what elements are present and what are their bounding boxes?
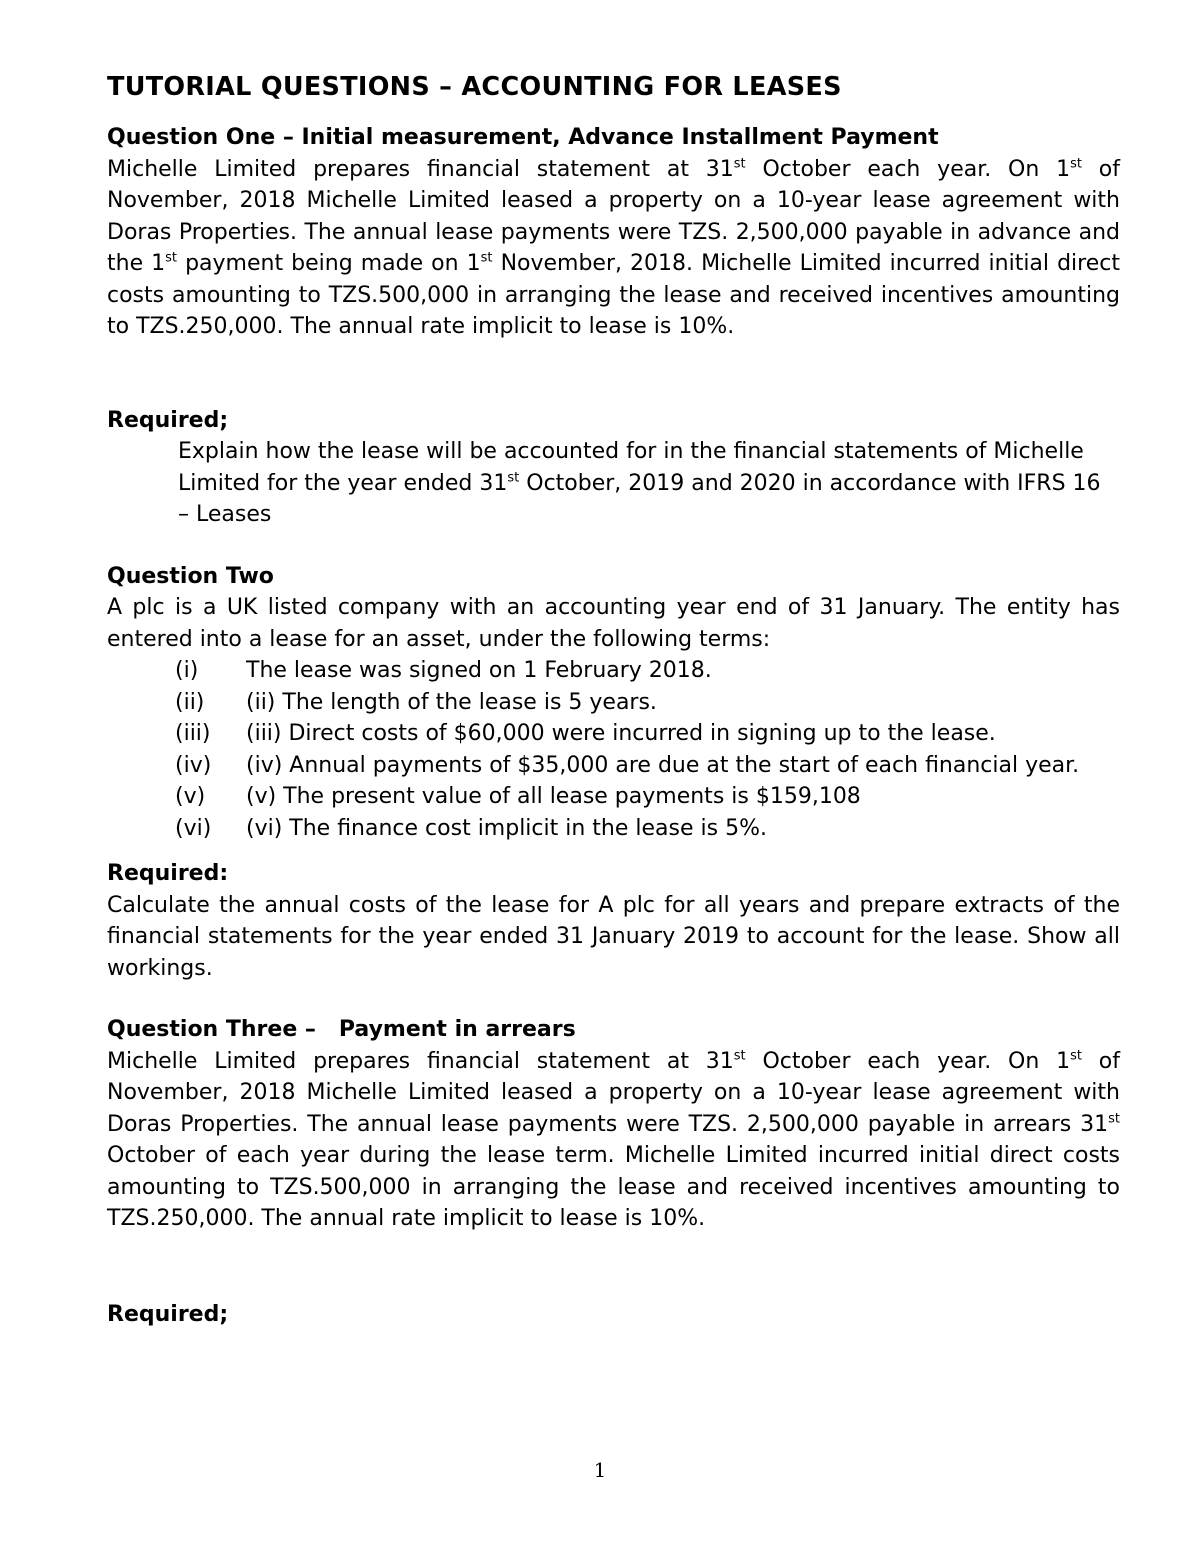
q3-sup: st (1108, 1111, 1120, 1127)
question-two-required-label: Required: (107, 861, 229, 886)
page-number: 1 (593, 1458, 607, 1482)
question-one-required-text (178, 436, 1118, 531)
question-three-text (107, 1046, 1120, 1235)
q1-text-part: Michelle Limited prepares financial statement at 31 (107, 156, 734, 182)
q1-text-part: October each year. On 1 (745, 156, 1071, 182)
document-page (107, 70, 1120, 1330)
question-two-heading: Question Two (107, 563, 274, 589)
list-item-text: (iv) Annual payments of $35,000 are due at the start of each financial year. (246, 752, 1080, 778)
list-item-text: (vi) The finance cost implicit in the lease is 5%. (246, 815, 767, 841)
list-item-text: (ii) The length of the lease is 5 years. (246, 689, 657, 715)
q1-req-part: October, 2019 and 2020 in accordance with IFRS 16 – Leases (178, 470, 1101, 527)
list-item-text: (v) The present value of all lease payments is $159,108 (246, 784, 861, 809)
q1-text-part: payment being made on 1 (177, 251, 481, 276)
list-item (107, 750, 1120, 782)
list-item-number: (vi) (175, 815, 212, 841)
list-item (107, 655, 1120, 687)
q1-sup: st (165, 250, 178, 266)
q3-text-part: October of each year during the lease term. Michelle Limited incurred initial direct costs amounting to TZS.500,000 in arranging the lease and received incentives amounting to TZS.250,000. The annual rate implicit to lease is 10%. (107, 1143, 1120, 1231)
q1-sup: st (1070, 156, 1082, 172)
q3-text-part: of November, 2018 Michelle Limited leased a property on a 10-year lease agreement with Doras Properties. The annual lease payments were TZS. 2,500,000 payable in arrears 31 (107, 1048, 1120, 1137)
q1-text-part: of November, 2018 Michelle Limited leased a property on a 10-year lease agreement with Doras Properties. The annual lease payments were TZS. 2,500,000 payable in advance and the 1 (107, 156, 1120, 276)
question-one-required-label: Required; (107, 407, 229, 433)
question-two-required-text: Calculate the annual costs of the lease for A plc for all years and prepare extracts of the financial statements for the year ended 31 January 2019 to account for the lease. Show all workings. (107, 892, 1120, 981)
question-three-required-label: Required; (107, 1301, 229, 1327)
list-item-number: (iii) (175, 721, 211, 746)
q3-text-part: Michelle Limited prepares financial statement at 31 (107, 1048, 734, 1074)
list-item-number: (iv) (175, 752, 212, 778)
q1-sup: st (480, 250, 493, 266)
list-item (107, 687, 1120, 719)
q3-sup: st (733, 1048, 746, 1064)
q1-sup: st (733, 156, 746, 172)
q1-req-sup: st (507, 470, 520, 486)
question-three-heading: Question Three – Payment in arrears (107, 1017, 576, 1042)
q1-req-part: Explain how the lease will be accounted for in the financial statements of Michelle Limited for the year ended 31 (178, 439, 1084, 496)
document-title: TUTORIAL QUESTIONS – ACCOUNTING FOR LEASES (107, 72, 842, 102)
q3-sup: st (1070, 1048, 1082, 1064)
list-item (107, 718, 1120, 750)
list-item-text: (iii) Direct costs of $60,000 were incurred in signing up to the lease. (246, 721, 996, 746)
q3-text-part: October each year. On 1 (745, 1048, 1071, 1074)
list-item-number: (i) (175, 658, 199, 683)
question-one-heading: Question One – Initial measurement, Advance Installment Payment (107, 125, 939, 150)
question-one-text (107, 154, 1120, 343)
list-item-text: The lease was signed on 1 February 2018. (246, 658, 712, 683)
list-item-number: (ii) (175, 689, 205, 715)
q1-text-part: November, 2018. Michelle Limited incurred initial direct costs amounting to TZS.500,000 in arranging the lease and received incentives amounting to TZS.250,000. The annual rate implicit to lease is 10%. (107, 251, 1120, 339)
question-two-terms-list (107, 655, 1120, 844)
list-item (107, 813, 1120, 845)
list-item (107, 781, 1120, 813)
list-item-number: (v) (175, 784, 206, 809)
question-two-intro: A plc is a UK listed company with an accounting year end of 31 January. The entity has entered into a lease for an asset, under the following terms: (107, 595, 1120, 652)
